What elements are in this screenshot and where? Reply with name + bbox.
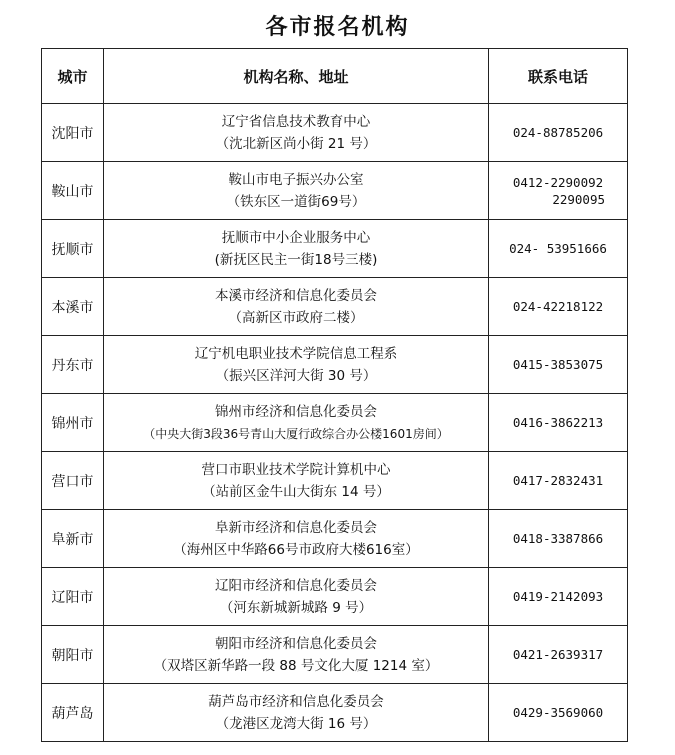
city-cell: 本溪市: [42, 278, 104, 336]
table-row: [42, 220, 628, 278]
tel-number: 0417-2832431: [512, 473, 604, 488]
table-header-row: [42, 49, 628, 104]
tel-number: 0412-2290092: [512, 174, 604, 190]
city-cell: 朝阳市: [42, 626, 104, 684]
org-address: （铁东区一道街69号）: [226, 193, 366, 210]
city-cell: 营口市: [42, 452, 104, 510]
org-address: （中央大街3段36号青山大厦行政综合办公楼1601房间）: [143, 426, 449, 441]
org-address: （站前区金牛山大街东 14 号）: [202, 483, 390, 500]
org-name: 辽宁省信息技术教育中心: [221, 113, 371, 130]
table-row: [42, 510, 628, 568]
org-address: （河东新城新城路 9 号）: [219, 599, 373, 616]
table-row: [42, 162, 628, 220]
org-name: 本溪市经济和信息化委员会: [215, 287, 377, 304]
org-cell: [104, 568, 489, 626]
org-cell: [104, 162, 489, 220]
tel-cell: [489, 452, 628, 510]
city-cell: 鞍山市: [42, 162, 104, 220]
table-row: [42, 336, 628, 394]
org-name: 抚顺市中小企业服务中心: [221, 229, 371, 246]
org-name: 鞍山市电子振兴办公室: [228, 171, 364, 188]
tel-cell: [489, 394, 628, 452]
org-cell: [104, 394, 489, 452]
org-name: 葫芦岛市经济和信息化委员会: [208, 693, 384, 710]
table-row: [42, 394, 628, 452]
city-cell: 沈阳市: [42, 104, 104, 162]
tel-cell: [489, 162, 628, 220]
city-cell: 丹东市: [42, 336, 104, 394]
tel-number: 024-42218122: [512, 299, 604, 314]
org-name: 辽阳市经济和信息化委员会: [215, 577, 377, 594]
org-name: 锦州市经济和信息化委员会: [215, 403, 377, 420]
tel-number: 0419-2142093: [512, 589, 604, 604]
city-cell: 阜新市: [42, 510, 104, 568]
org-cell: [104, 626, 489, 684]
table-row: [42, 626, 628, 684]
tel-cell: [489, 626, 628, 684]
org-name: 阜新市经济和信息化委员会: [215, 519, 377, 536]
header-org: 机构名称、地址: [104, 49, 489, 104]
org-address: （龙港区龙湾大街 16 号）: [215, 715, 377, 732]
org-cell: [104, 684, 489, 742]
header-city: 城市: [42, 49, 104, 104]
table-row: [42, 104, 628, 162]
table-row: [42, 278, 628, 336]
org-name: 朝阳市经济和信息化委员会: [215, 635, 377, 652]
registration-org-table: [41, 48, 628, 742]
city-cell: 锦州市: [42, 394, 104, 452]
org-address: (新抚区民主一街18号三楼): [214, 251, 378, 268]
tel-number: 0416-3862213: [512, 415, 604, 430]
tel-cell: [489, 510, 628, 568]
table-row: [42, 452, 628, 510]
tel-number: 024- 53951666: [509, 241, 607, 256]
org-name: 营口市职业技术学院计算机中心: [201, 461, 391, 478]
tel-number: 0421-2639317: [512, 647, 604, 662]
org-cell: [104, 278, 489, 336]
org-cell: [104, 220, 489, 278]
org-address: （高新区市政府二楼）: [228, 309, 364, 326]
tel-number: 0415-3853075: [512, 357, 604, 372]
org-cell: [104, 336, 489, 394]
tel-number: 0429-3569060: [512, 705, 604, 720]
org-address: （海州区中华路66号市政府大楼616室）: [173, 541, 419, 558]
tel-number-extra: 2290095: [552, 191, 605, 207]
header-tel: 联系电话: [489, 49, 628, 104]
org-cell: [104, 104, 489, 162]
org-address: （振兴区洋河大街 30 号）: [215, 367, 377, 384]
org-address: （双塔区新华路一段 88 号文化大厦 1214 室）: [153, 657, 439, 674]
tel-cell: [489, 684, 628, 742]
org-cell: [104, 452, 489, 510]
org-address: （沈北新区尚小街 21 号）: [215, 135, 377, 152]
tel-number: 024-88785206: [512, 125, 604, 140]
table-row: [42, 684, 628, 742]
tel-number: 0418-3387866: [512, 531, 604, 546]
tel-cell: [489, 104, 628, 162]
tel-cell: [489, 336, 628, 394]
tel-cell: [489, 220, 628, 278]
city-cell: 辽阳市: [42, 568, 104, 626]
page-title: 各市报名机构: [265, 14, 410, 40]
tel-cell: [489, 278, 628, 336]
city-cell: 抚顺市: [42, 220, 104, 278]
org-cell: [104, 510, 489, 568]
table-row: [42, 568, 628, 626]
tel-cell: [489, 568, 628, 626]
org-name: 辽宁机电职业技术学院信息工程系: [194, 345, 398, 362]
city-cell: 葫芦岛: [42, 684, 104, 742]
